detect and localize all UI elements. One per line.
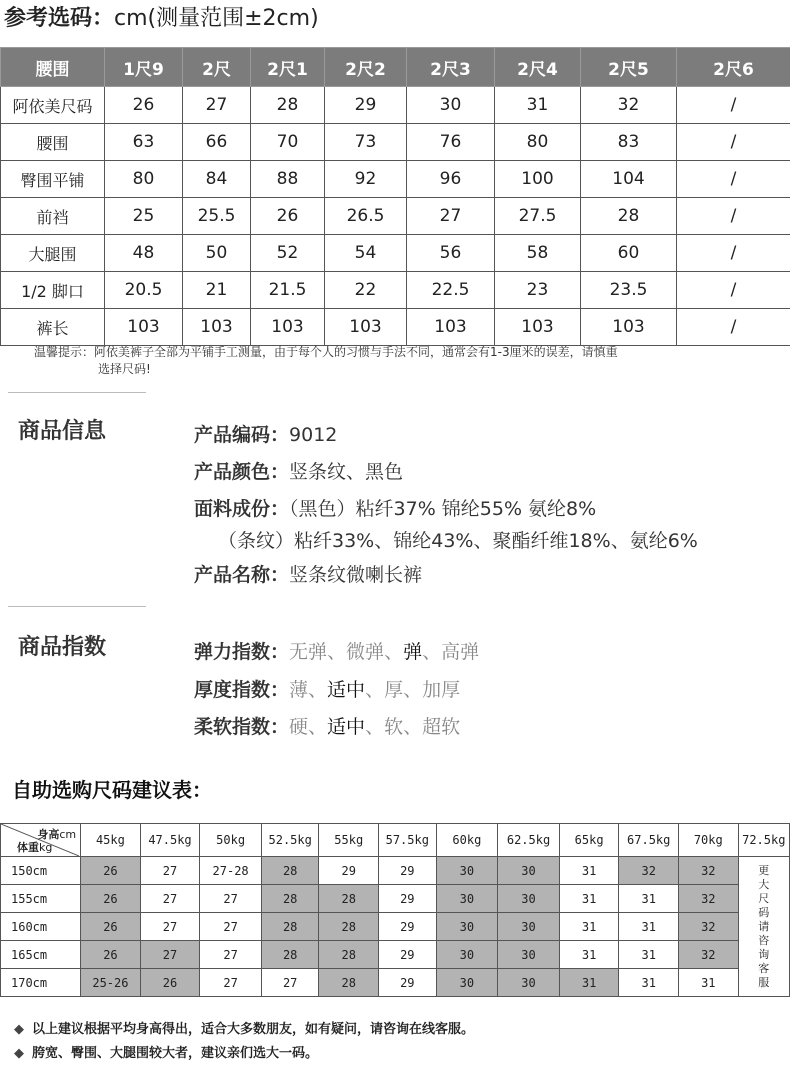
- recommend-cell: 31: [559, 913, 619, 941]
- recommend-row: [1, 857, 790, 885]
- recommend-row: [1, 885, 790, 913]
- recommend-cell: 28: [319, 885, 379, 913]
- recommend-cell: 29: [379, 941, 437, 969]
- product-color-row: 产品颜色：竖条纹、黑色: [194, 461, 404, 483]
- recommend-cell: 27: [200, 969, 262, 997]
- size-col-header: 2尺6: [677, 48, 790, 87]
- size-cell: 48: [105, 235, 183, 272]
- size-cell: /: [677, 235, 790, 272]
- option-separator: 、: [384, 641, 404, 663]
- size-row: [1, 272, 790, 309]
- side-note-char: 询: [758, 947, 770, 961]
- size-cell: 25.5: [183, 198, 251, 235]
- recommend-cell: 32: [619, 857, 679, 885]
- option-separator: 、: [365, 716, 385, 738]
- size-cell: 28: [581, 198, 677, 235]
- size-cell: 103: [105, 309, 183, 346]
- size-cell: /: [677, 124, 790, 161]
- side-note-char: 大: [758, 877, 770, 891]
- recommend-cell: 26: [81, 941, 141, 969]
- recommend-cell: 32: [679, 857, 739, 885]
- size-cell: 56: [407, 235, 495, 272]
- size-cell: 76: [407, 124, 495, 161]
- size-row-label: 腰围: [1, 124, 105, 161]
- size-cell: /: [677, 272, 790, 309]
- recommend-cell: 27: [200, 941, 262, 969]
- size-cell: 60: [581, 235, 677, 272]
- height-row-label: 170cm: [1, 969, 81, 997]
- size-cell: 23.5: [581, 272, 677, 309]
- thickness-option: 厚: [384, 679, 404, 701]
- size-cell: 26: [251, 198, 325, 235]
- product-info-title: 商品信息: [18, 419, 107, 444]
- recommend-cell: 30: [498, 885, 560, 913]
- size-cell: 30: [407, 87, 495, 124]
- option-separator: 、: [308, 716, 328, 738]
- recommend-cell: 25-26: [81, 969, 141, 997]
- side-note-char: 码: [758, 905, 770, 919]
- size-cell: 20.5: [105, 272, 183, 309]
- size-cell: 92: [325, 161, 407, 198]
- size-cell: 22: [325, 272, 407, 309]
- option-separator: 、: [403, 679, 423, 701]
- recommend-cell: 27: [140, 885, 200, 913]
- fabric-row: 面料成份：（黑色）粘纤37% 锦纶55% 氨纶8%: [194, 498, 597, 520]
- option-separator: 、: [308, 679, 328, 701]
- recommend-cell: 26: [140, 969, 200, 997]
- recommend-cell: 31: [559, 857, 619, 885]
- size-cell: 80: [105, 161, 183, 198]
- recommend-row: [1, 941, 790, 969]
- recommend-cell: 27: [200, 913, 262, 941]
- weight-col-header: 65kg: [559, 824, 619, 857]
- size-cell: 70: [251, 124, 325, 161]
- height-row-label: 165cm: [1, 941, 81, 969]
- size-row-label: 大腿围: [1, 235, 105, 272]
- recommend-cell: 26: [81, 885, 141, 913]
- size-cell: 103: [183, 309, 251, 346]
- recommend-cell: 30: [436, 913, 498, 941]
- weight-col-header: 50kg: [200, 824, 262, 857]
- size-cell: /: [677, 309, 790, 346]
- size-row-label: 臀围平铺: [1, 161, 105, 198]
- side-note-char: 更: [758, 863, 770, 877]
- softness-option: 软: [384, 716, 404, 738]
- side-note-char: 客: [758, 961, 770, 975]
- recommend-row: [1, 913, 790, 941]
- recommend-cell: 30: [498, 857, 560, 885]
- size-col-header: 1尺9: [105, 48, 183, 87]
- weight-col-header: 47.5kg: [140, 824, 200, 857]
- thickness-index-row: 厚度指数：薄、适中、厚、加厚: [194, 679, 461, 701]
- size-cell: 58: [495, 235, 581, 272]
- measurement-note: 温馨提示：阿依美裤子全部为平铺手工测量，由于每个人的习惯与手法不同，通常会有1-3厘米的误差，请慎重 选择尺码!: [34, 345, 618, 376]
- size-cell: /: [677, 198, 790, 235]
- size-cell: 54: [325, 235, 407, 272]
- size-row-label: 阿依美尺码: [1, 87, 105, 124]
- thickness-option: 薄: [289, 679, 309, 701]
- recommend-cell: 27: [140, 913, 200, 941]
- recommend-cell: 32: [679, 941, 739, 969]
- recommend-cell: 26: [81, 913, 141, 941]
- side-note-char: 请: [758, 919, 770, 933]
- recommend-cell: 28: [261, 941, 319, 969]
- size-cell: 31: [495, 87, 581, 124]
- weight-col-header: 57.5kg: [379, 824, 437, 857]
- recommend-cell: 28: [319, 913, 379, 941]
- recommend-cell: 26: [81, 857, 141, 885]
- option-separator: 、: [327, 641, 347, 663]
- weight-col-header: 45kg: [81, 824, 141, 857]
- size-row: [1, 161, 790, 198]
- recommend-cell: 29: [379, 913, 437, 941]
- recommend-cell: 31: [619, 885, 679, 913]
- size-cell: 27.5: [495, 198, 581, 235]
- elastic-option: 高弹: [441, 641, 480, 663]
- size-cell: 100: [495, 161, 581, 198]
- recommend-cell: 29: [319, 857, 379, 885]
- recommend-cell: 27-28: [200, 857, 262, 885]
- size-col-header: 2尺5: [581, 48, 677, 87]
- size-cell: 21: [183, 272, 251, 309]
- footnote-1: ◆ 以上建议根据平均身高得出，适合大多数朋友，如有疑问，请咨询在线客服。: [14, 1022, 475, 1037]
- recommend-cell: 29: [379, 969, 437, 997]
- size-cell: 27: [183, 87, 251, 124]
- weight-col-header: 72.5kg: [738, 824, 789, 857]
- recommend-cell: 30: [436, 885, 498, 913]
- recommend-cell: 29: [379, 885, 437, 913]
- size-cell: 21.5: [251, 272, 325, 309]
- size-cell: 52: [251, 235, 325, 272]
- recommend-cell: 32: [679, 885, 739, 913]
- recommend-cell: 31: [679, 969, 739, 997]
- size-cell: 66: [183, 124, 251, 161]
- size-cell: 32: [581, 87, 677, 124]
- size-cell: 25: [105, 198, 183, 235]
- size-cell: 27: [407, 198, 495, 235]
- recommend-row: [1, 969, 790, 997]
- size-cell: 26.5: [325, 198, 407, 235]
- size-row-label: 裤长: [1, 309, 105, 346]
- recommend-cell: 30: [436, 857, 498, 885]
- size-cell: 96: [407, 161, 495, 198]
- option-separator: 、: [403, 716, 423, 738]
- size-cell: 104: [581, 161, 677, 198]
- size-cell: 83: [581, 124, 677, 161]
- size-cell: 84: [183, 161, 251, 198]
- size-cell: 26: [105, 87, 183, 124]
- size-col-header: 2尺1: [251, 48, 325, 87]
- larger-size-note: [738, 857, 789, 997]
- option-separator: 、: [365, 679, 385, 701]
- size-cell: 103: [251, 309, 325, 346]
- recommend-cell: 31: [619, 969, 679, 997]
- weight-col-header: 60kg: [436, 824, 498, 857]
- side-note-char: 服: [758, 975, 770, 989]
- weight-col-header: 62.5kg: [498, 824, 560, 857]
- elastic-index-row: 弹力指数：无弹、微弹、弹、高弹: [194, 641, 480, 663]
- size-row-label: 1/2 脚口: [1, 272, 105, 309]
- size-col-header: 2尺2: [325, 48, 407, 87]
- size-cell: 88: [251, 161, 325, 198]
- fabric-row-stripe: （条纹）粘纤33%、锦纶43%、聚酯纤维18%、氨纶6%: [218, 530, 698, 552]
- recommend-cell: 31: [619, 913, 679, 941]
- size-cell: 29: [325, 87, 407, 124]
- softness-option: 硬: [289, 716, 309, 738]
- height-row-label: 155cm: [1, 885, 81, 913]
- recommend-cell: 31: [559, 969, 619, 997]
- recommend-cell: 28: [319, 941, 379, 969]
- size-row: [1, 198, 790, 235]
- size-reference-title: 参考选码：cm(测量范围±2cm): [4, 6, 319, 31]
- softness-option: 适中: [327, 716, 366, 738]
- softness-index-row: 柔软指数：硬、适中、软、超软: [194, 716, 461, 738]
- recommend-table-title: 自助选购尺码建议表：: [12, 778, 212, 802]
- weight-col-header: 52.5kg: [261, 824, 319, 857]
- size-cell: 50: [183, 235, 251, 272]
- product-index-title: 商品指数: [18, 635, 107, 660]
- option-separator: 、: [422, 641, 442, 663]
- size-col-header: 2尺: [183, 48, 251, 87]
- recommend-cell: 31: [559, 941, 619, 969]
- size-row: [1, 235, 790, 272]
- product-name-row: 产品名称：竖条纹微喇长裤: [194, 564, 423, 586]
- weight-col-header: 55kg: [319, 824, 379, 857]
- size-cell: 103: [407, 309, 495, 346]
- recommend-cell: 30: [436, 969, 498, 997]
- size-row: [1, 124, 790, 161]
- recommend-cell: 30: [498, 913, 560, 941]
- size-cell: 63: [105, 124, 183, 161]
- size-row: [1, 87, 790, 124]
- height-row-label: 160cm: [1, 913, 81, 941]
- recommend-cell: 32: [679, 913, 739, 941]
- size-cell: /: [677, 161, 790, 198]
- size-row-label: 前裆: [1, 198, 105, 235]
- softness-option: 超软: [422, 716, 461, 738]
- recommend-cell: 30: [436, 941, 498, 969]
- recommend-cell: 31: [559, 885, 619, 913]
- recommend-cell: 28: [261, 913, 319, 941]
- size-recommend-table: [0, 823, 790, 997]
- recommend-cell: 27: [140, 857, 200, 885]
- elastic-option: 微弹: [346, 641, 385, 663]
- size-row: [1, 309, 790, 346]
- divider: [8, 606, 146, 607]
- recommend-cell: 27: [200, 885, 262, 913]
- size-cell: 103: [581, 309, 677, 346]
- recommend-cell: 27: [261, 969, 319, 997]
- footnote-2: ◆ 胯宽、臀围、大腿围较大者，建议亲们选大一码。: [14, 1046, 319, 1061]
- height-label: 身高cm: [37, 828, 77, 841]
- side-note-char: 咨: [758, 933, 770, 947]
- thickness-option: 适中: [327, 679, 366, 701]
- product-code-row: 产品编码：9012: [194, 424, 338, 446]
- recommend-cell: 30: [498, 969, 560, 997]
- recommend-cell: 29: [379, 857, 437, 885]
- size-col-header: 2尺3: [407, 48, 495, 87]
- size-cell: /: [677, 87, 790, 124]
- recommend-cell: 28: [261, 885, 319, 913]
- size-cell: 103: [495, 309, 581, 346]
- thickness-option: 加厚: [422, 679, 461, 701]
- height-row-label: 150cm: [1, 857, 81, 885]
- recommend-cell: 31: [619, 941, 679, 969]
- recommend-cell: 28: [319, 969, 379, 997]
- recommend-cell: 27: [140, 941, 200, 969]
- size-cell: 28: [251, 87, 325, 124]
- size-col-header: 2尺4: [495, 48, 581, 87]
- side-note-char: 尺: [758, 891, 770, 905]
- size-cell: 22.5: [407, 272, 495, 309]
- weight-col-header: 67.5kg: [619, 824, 679, 857]
- weight-label: 体重kg: [17, 841, 53, 854]
- size-cell: 103: [325, 309, 407, 346]
- size-cell: 73: [325, 124, 407, 161]
- elastic-option: 无弹: [289, 641, 328, 663]
- recommend-cell: 28: [261, 857, 319, 885]
- size-table: [0, 47, 790, 346]
- divider: [8, 392, 146, 393]
- size-cell: 23: [495, 272, 581, 309]
- recommend-cell: 30: [498, 941, 560, 969]
- size-cell: 80: [495, 124, 581, 161]
- height-weight-corner-cell: [1, 824, 81, 857]
- size-col-header: 腰围: [1, 48, 105, 87]
- weight-col-header: 70kg: [679, 824, 739, 857]
- elastic-option: 弹: [403, 641, 423, 663]
